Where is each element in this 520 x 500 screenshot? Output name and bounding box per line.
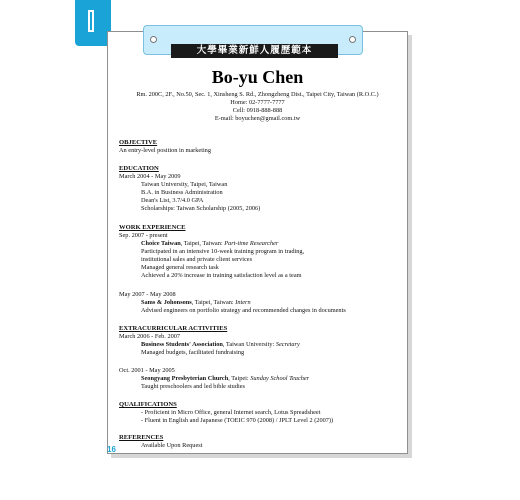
job1-line: Managed general research task [141,264,219,271]
activity1-location: , Taiwan University: [222,341,276,348]
extracurricular-heading: EXTRACURRICULAR ACTIVITIES [119,325,228,332]
qualification-line: - Fluent in English and Japanese (TOEIC 970 (2008) / JPLT Level 2 (2007)) [141,417,334,424]
qualification-line: - Proficient in Micro Office, general Internet search, Lotus Spreadsheet [141,409,321,416]
education-dates: March 2004 - May 2009 [119,173,181,180]
job2-location: , Taipei, Taiwan: [191,299,236,306]
job2-title-line [141,299,251,307]
job1-line: Achieved a 20% increase in training satisfaction level as a team [141,272,302,279]
job1-title-line [141,240,278,248]
activity1-role: Secretary [275,341,300,348]
education-line: B.A. in Business Administration [141,189,223,196]
job2-company: Sams & Johonsons [141,299,192,306]
job2-role: Intern [235,299,251,306]
job1-company: Choice Taiwan [141,240,181,247]
education-line: Scholarships: Taiwan Scholarship (2005, 2006) [141,205,261,212]
activity2-dates: Oct. 2001 - May 2005 [119,367,175,374]
activity2-line: Taught preschoolers and led bible studies [141,383,245,390]
objective-heading: OBJECTIVE [119,139,158,146]
activity1-line: Managed budgets, facilitated fundraising [141,349,245,356]
page-number: 16 [107,445,116,454]
objective-text: An entry-level position in marketing [119,147,211,154]
references-text: Available Upon Request [141,442,203,449]
activity1-title-line [141,341,300,349]
job2-line: Advised engineers on portfolio strategy and recommended changes in documents [141,307,346,314]
activity2-org: Seongyang Presbyterian Church [141,375,229,382]
resume-name: Bo-yu Chen [211,67,304,87]
email: E-mail: boyuchen@gmail.com.tw [214,115,301,122]
clip-hole-icon [150,36,157,43]
activity1-dates: March 2006 - Feb. 2007 [119,333,181,340]
home-phone: Home: 02-7777-7777 [230,99,285,106]
address: Rm. 200C, 2F., No.50, Sec. 1, Xinsheng S. Rd., Zhongzheng Dist., Taipei City, Taiwan (R.O.C.) [136,91,379,98]
job1-role: Part-time Researcher [224,240,279,247]
education-line: Dean's List, 3.7/4.0 GPA [141,197,204,204]
job2-dates: May 2007 - May 2008 [119,291,176,298]
references-heading: REFERENCES [119,434,164,441]
cell-phone: Cell: 0918-888-888 [232,107,283,114]
job1-line: institutional sales and private client services [141,256,253,263]
activity2-title-line [141,375,309,383]
job1-line: Participated in an intensive 10-week training program in trading, [141,248,305,255]
activity1-org: Business Students' Association [141,341,223,348]
job1-location: , Taipei, Taiwan: [180,240,225,247]
job1-dates: Sep. 2007 - present [119,232,168,239]
education-line: Taiwan University, Taipei, Taiwan [141,181,228,188]
clip-hole-icon [349,36,356,43]
activity2-role: Sunday School Teacher [250,375,310,382]
activity2-location: , Taipei: [228,375,251,382]
title-banner: 大學畢業新鮮人履歷範本 [171,44,338,58]
work-heading: WORK EXPERIENCE [119,224,186,231]
tab-marker-icon [88,10,94,32]
chapter-tab [75,0,111,46]
education-heading: EDUCATION [119,165,159,172]
qualifications-heading: QUALIFICATIONS [119,401,177,408]
